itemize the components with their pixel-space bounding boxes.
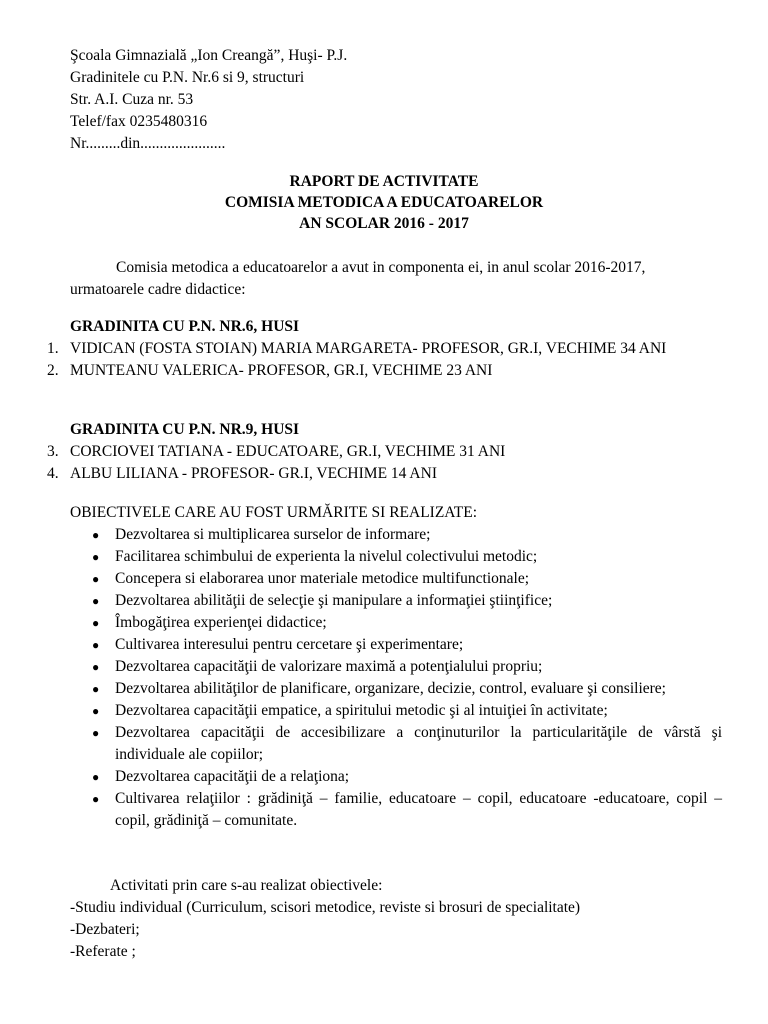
list-number: 1. (47, 340, 59, 357)
bullet-icon: ● (92, 528, 100, 542)
staff-member (47, 463, 722, 485)
staff-member-text: CORCIOVEI TATIANA - EDUCATOARE, GR.I, VECHIME 31 ANI (70, 443, 506, 460)
objective-text: Dezvoltarea capacităţii empatice, a spiritului metodic şi al intuiţiei în activitate; (115, 702, 608, 719)
objective-text: Dezvoltarea abilităţilor de planificare, organizare, decizie, control, evaluare şi consiliere; (115, 680, 666, 697)
objective-item (70, 612, 722, 634)
bullet-icon: ● (92, 682, 100, 696)
bullet-icon: ● (92, 704, 100, 718)
objectives-section (70, 502, 722, 832)
objective-item (70, 634, 722, 656)
objective-text: Dezvoltarea si multiplicarea surselor de informare; (115, 526, 431, 543)
staff-member (47, 338, 722, 360)
activity-item: -Studiu individual (Curriculum, scisori metodice, reviste si brosuri de specialitate) (70, 899, 581, 916)
objectives-heading: OBIECTIVELE CARE AU FOST URMĂRITE SI REALIZATE: (70, 504, 478, 521)
objective-item (70, 546, 722, 568)
bullet-icon: ● (92, 660, 100, 674)
section-heading: GRADINITA CU P.N. NR.6, HUSI (70, 318, 300, 335)
objective-item (70, 524, 722, 546)
header-registration-number: Nr.........din...................... (70, 135, 226, 152)
list-number: 2. (47, 362, 59, 379)
objective-text: Îmbogăţirea experienţei didactice; (115, 614, 327, 631)
objective-text: Dezvoltarea capacităţii de a relaţiona; (115, 768, 350, 785)
section-gradinita-9 (47, 419, 722, 485)
report-title (0, 171, 768, 234)
objective-item (70, 788, 722, 832)
objective-item (70, 568, 722, 590)
objective-text: Concepera si elaborarea unor materiale metodice multifunctionale; (115, 570, 530, 587)
objective-text: Dezvoltarea capacităţii de accesibilizare a conţinuturilor la particularităţile de vârstă şi individuale ale copiilor; (115, 724, 722, 763)
school-header (70, 45, 347, 155)
objective-item (70, 766, 722, 788)
objective-text: Facilitarea schimbului de experienta la nivelul colectivului metodic; (115, 548, 538, 565)
header-address: Str. A.I. Cuza nr. 53 (70, 91, 194, 108)
bullet-icon: ● (92, 550, 100, 564)
bullet-icon: ● (92, 770, 100, 784)
objective-item (70, 700, 722, 722)
activity-item: -Referate ; (70, 943, 136, 960)
header-kindergartens: Gradinitele cu P.N. Nr.6 si 9, structuri (70, 69, 305, 86)
staff-member (47, 360, 722, 382)
objective-text: Cultivarea interesului pentru cercetare şi experimentare; (115, 636, 464, 653)
activities-section (70, 875, 730, 963)
header-school-name: Şcoala Gimnazială „Ion Creangă”, Huşi- P.J. (70, 47, 348, 64)
section-gradinita-6 (47, 316, 722, 382)
activities-lead: Activitati prin care s-au realizat obiectivele: (110, 877, 383, 894)
section-heading: GRADINITA CU P.N. NR.9, HUSI (70, 421, 300, 438)
staff-list (47, 338, 722, 382)
staff-list (47, 441, 722, 485)
title-line-1: RAPORT DE ACTIVITATE (289, 173, 479, 190)
activity-item: -Dezbateri; (70, 921, 140, 938)
title-line-2: COMISIA METODICA A EDUCATOARELOR (224, 194, 544, 211)
objective-text: Cultivarea relaţiilor : grădiniţă – familie, educatoare – copil, educatoare -educatoare, copil – copil, grădiniţă – comunitate. (115, 790, 722, 829)
objective-item (70, 722, 722, 766)
objective-text: Dezvoltarea capacităţii de valorizare maximă a potenţialului propriu; (115, 658, 543, 675)
title-line-3: AN SCOLAR 2016 - 2017 (299, 215, 469, 232)
bullet-icon: ● (92, 616, 100, 630)
bullet-icon: ● (92, 638, 100, 652)
intro-paragraph (70, 257, 722, 301)
objective-item (70, 678, 722, 700)
staff-member (47, 441, 722, 463)
bullet-icon: ● (92, 572, 100, 586)
bullet-icon: ● (92, 792, 100, 806)
objective-item (70, 656, 722, 678)
header-phone: Telef/fax 0235480316 (70, 113, 208, 130)
staff-member-text: VIDICAN (FOSTA STOIAN) MARIA MARGARETA- PROFESOR, GR.I, VECHIME 34 ANI (70, 340, 667, 357)
objectives-list (70, 524, 722, 832)
intro-text: Comisia metodica a educatoarelor a avut in componenta ei, in anul scolar 2016-2017, urmatoarele cadre didactice: (70, 259, 646, 298)
bullet-icon: ● (92, 594, 100, 608)
staff-member-text: MUNTEANU VALERICA- PROFESOR, GR.I, VECHIME 23 ANI (70, 362, 493, 379)
staff-member-text: ALBU LILIANA - PROFESOR- GR.I, VECHIME 14 ANI (70, 465, 437, 482)
objective-item (70, 590, 722, 612)
bullet-icon: ● (92, 726, 100, 740)
list-number: 3. (47, 443, 59, 460)
objective-text: Dezvoltarea abilităţii de selecţie şi manipulare a informaţiei ştiinţifice; (115, 592, 553, 609)
list-number: 4. (47, 465, 59, 482)
